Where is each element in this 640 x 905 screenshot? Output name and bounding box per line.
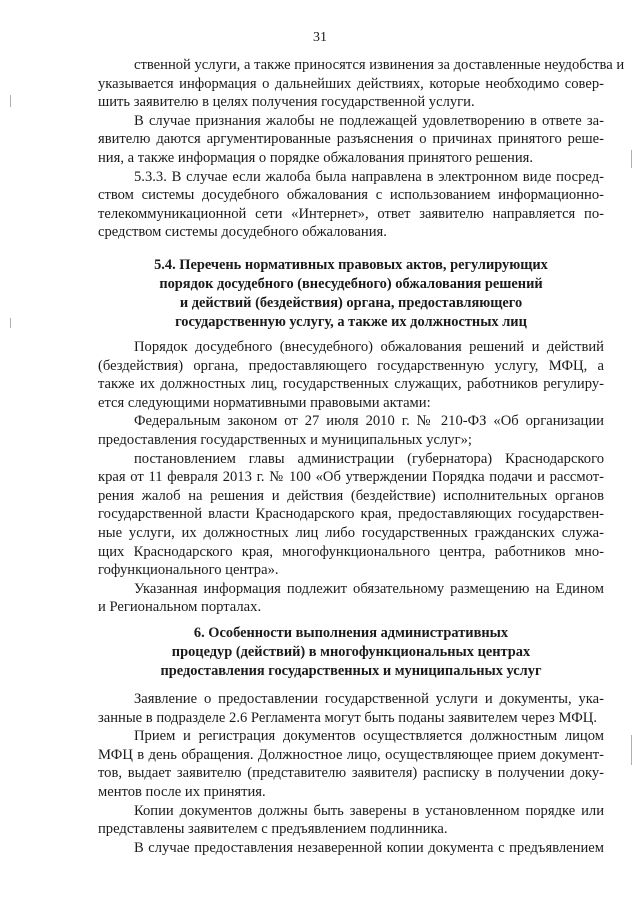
text-line: государственной власти Краснодарского края, предоставляющих государствен- [98,506,604,523]
text-line: ется следующими нормативными правовыми актами: [98,394,431,411]
page-number: 31 [313,30,327,45]
text-line: Порядок досудебного (внесудебного) обжалования решений и действий [134,339,604,355]
text-line: В случае признания жалобы не подлежащей удовлетворению в ответе за- [134,112,604,129]
text-line: тов, выдает заявителю (представителю заявителя) расписку в получении доку- [98,765,604,782]
paragraph [98,580,604,617]
text-line: Прием и регистрация документов осуществляется должностным лицом [134,728,604,745]
heading-line: предоставления государственных и муниципальных услуг [160,663,542,679]
paragraph [98,338,604,412]
text-line: ментов после их принятия. [98,783,266,800]
text-line: ные услуги, их должностных лиц либо государственных гражданских служа- [98,524,604,541]
heading-line: процедур (действий) в многофункциональных центрах [171,644,531,660]
text-line: 5.3.3. В случае если жалоба была направлена в электронном виде посред- [134,168,604,185]
paragraph [98,412,604,449]
scan-edge-mark [10,95,11,107]
text-line: и Региональном порталах. [98,599,262,616]
text-line: шить заявителю в целях получения государственной услуги. [98,94,475,111]
text-line: указывается информация о дальнейших действиях, которые необходимо совер- [98,75,604,92]
paragraph [98,690,604,727]
text-line: Заявление о предоставлении государственной услуги и документы, ука- [134,691,604,707]
text-line: предоставления государственных и муниципальных услуг»; [98,431,472,448]
text-line: средством системы досудебного обжалования. [98,224,387,241]
scan-edge-mark [631,150,632,168]
text-line: Указанная информация подлежит обязательному размещению на Едином [134,580,604,597]
heading-section-6 [98,624,604,681]
scan-edge-mark [631,735,632,765]
text-block-bottom [98,690,604,857]
text-line: явителю даются аргументированные разъяснения о причинах принятого реше- [98,131,604,148]
heading-section-5-4 [98,256,604,332]
text-block-top [98,56,625,242]
heading-line: 5.4. Перечень нормативных правовых актов, регулирующих [154,257,548,273]
text-line: представлены заявителем с предъявлением подлинника. [98,821,448,838]
paragraph [98,839,604,858]
text-line: Федеральным законом от 27 июля 2010 г. № 210-ФЗ «Об организации [134,413,604,430]
heading-line: и действий (бездействия) органа, предоставляющего [179,295,523,311]
text-line: рения жалоб на решения и действия (бездействие) исполнительных органов [98,487,604,504]
heading-line: порядок досудебного (внесудебного) обжалования решений [159,276,543,292]
text-block-middle [98,338,604,617]
text-line: В случае предоставления незаверенной копии документа с предъявлением [134,839,604,856]
text-line: постановлением главы администрации (губернатора) Краснодарского [134,450,604,467]
text-line: телекоммуникационной сети «Интернет», ответ заявителю направляется по- [98,205,604,222]
paragraph [98,727,604,801]
paragraph [98,802,604,839]
paragraph [98,168,604,242]
text-line: (бездействия) органа, предоставляющего государственную услугу, МФЦ, а [98,357,604,374]
paragraph [98,112,604,168]
text-line: ственной услуги, а также приносятся извинения за доставленные неудобства и [134,57,625,73]
heading-line: 6. Особенности выполнения административных [193,625,509,641]
text-line: Копии документов должны быть заверены в установленном порядке или [134,802,604,819]
scan-edge-mark [10,318,11,328]
text-line: ния, а также информация о порядке обжалования принятого решения. [98,149,534,166]
text-line: гофункционального центра». [98,562,279,579]
text-line: щих Краснодарского края, многофункционального центра, работников мно- [98,543,604,560]
text-line: также их должностных лиц, государственных служащих, работников регулиру- [98,376,604,393]
heading-line: государственную услугу, а также их должностных лиц [175,314,527,330]
paragraph [98,450,604,580]
text-line: ством системы досудебного обжалования с использованием информационно- [98,187,604,204]
text-line: МФЦ в день обращения. Должностное лицо, осуществляющее прием документ- [98,746,604,763]
text-line: края от 11 февраля 2013 г. № 100 «Об утверждении Порядка подачи и рассмот- [98,469,604,486]
paragraph [98,56,625,112]
text-line: занные в подразделе 2.6 Регламента могут быть поданы заявителем через МФЦ. [98,709,597,726]
